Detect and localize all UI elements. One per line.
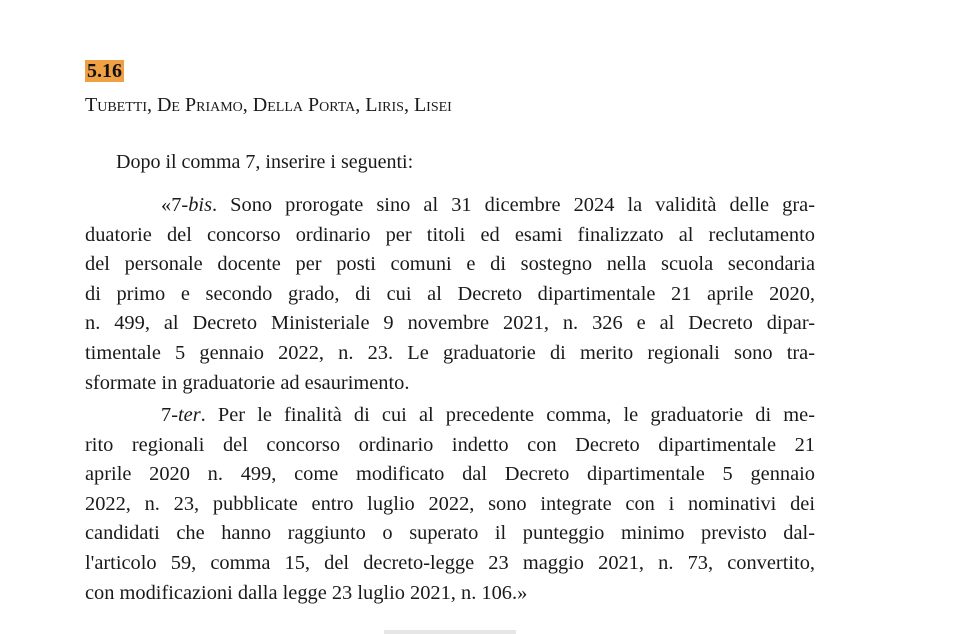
signatory-separator: , — [242, 94, 253, 116]
comma-label-dot: . — [200, 404, 206, 426]
paragraph-line: sformate in graduatorie ad esaurimento. — [85, 371, 410, 394]
signatory — [85, 94, 157, 116]
paragraph-line: di primo e secondo grado, di cui al Decreto dipartimentale 21 aprile 2020, — [85, 282, 815, 305]
paragraph-7-ter — [85, 401, 815, 608]
signatory — [414, 94, 452, 116]
signatory-name: Della Porta — [252, 94, 356, 116]
comma-label-number: 7- — [161, 404, 178, 426]
comma-label-suffix: ter — [178, 404, 201, 426]
paragraph-7-bis — [85, 191, 815, 398]
signatories-line — [85, 93, 452, 117]
comma-label-number: 7- — [171, 194, 189, 216]
paragraph-line: con modificazioni dalla legge 23 luglio 2021, n. 106.» — [85, 581, 528, 604]
paragraph-line: candidati che hanno raggiunto o superato il punteggio minimo previsto dal- — [85, 522, 815, 545]
signatory-name: Liris — [365, 94, 404, 116]
paragraph-line: timentale 5 gennaio 2022, n. 23. Le graduatorie di merito regionali sono tra- — [85, 341, 815, 364]
amendment-number: 5.16 — [87, 60, 122, 82]
page-bottom-bar — [384, 630, 516, 634]
paragraph-line: n. 499, al Decreto Ministeriale 9 novembre 2021, n. 326 e al Decreto dipar- — [85, 312, 815, 335]
open-quote: « — [161, 194, 172, 216]
signatory — [157, 94, 253, 116]
paragraph-line: aprile 2020 n. 499, come modificato dal Decreto dipartimentale 5 gennaio — [85, 463, 815, 486]
signatory — [253, 94, 365, 116]
signatory-separator: , — [403, 94, 414, 116]
line-text: Sono prorogate sino al 31 dicembre 2024 la validità delle gra- — [217, 194, 815, 216]
comma-label-suffix: bis — [188, 194, 212, 216]
paragraph-line: rito regionali del concorso ordinario indetto con Decreto dipartimentale 21 — [85, 433, 815, 456]
line-text: Per le finalità di cui al precedente comma, le graduatorie di me- — [205, 404, 815, 426]
paragraph-line: duatorie del concorso ordinario per titoli ed esami finalizzato al reclutamento — [85, 223, 815, 246]
signatory-separator: , — [146, 94, 157, 116]
paragraph-line: 2022, n. 23, pubblicate entro luglio 2022, sono integrate con i nominativi dei — [85, 492, 815, 515]
signatory-separator: , — [355, 94, 366, 116]
paragraph-line — [85, 191, 815, 221]
intro-text: Dopo il comma 7, inserire i seguenti: — [116, 151, 414, 173]
paragraph-line: l'articolo 59, comma 15, del decreto-legge 23 maggio 2021, n. 73, convertito, — [85, 551, 815, 574]
comma-label-dot: . — [212, 194, 218, 216]
signatory-name: Tubetti — [85, 94, 147, 116]
paragraph-line: del personale docente per posti comuni e di sostegno nella scuola secondaria — [85, 253, 815, 276]
paragraph-line — [85, 401, 815, 431]
signatory-name: De Priamo — [156, 94, 243, 116]
signatory-name: Lisei — [413, 94, 452, 116]
signatory — [365, 94, 414, 116]
